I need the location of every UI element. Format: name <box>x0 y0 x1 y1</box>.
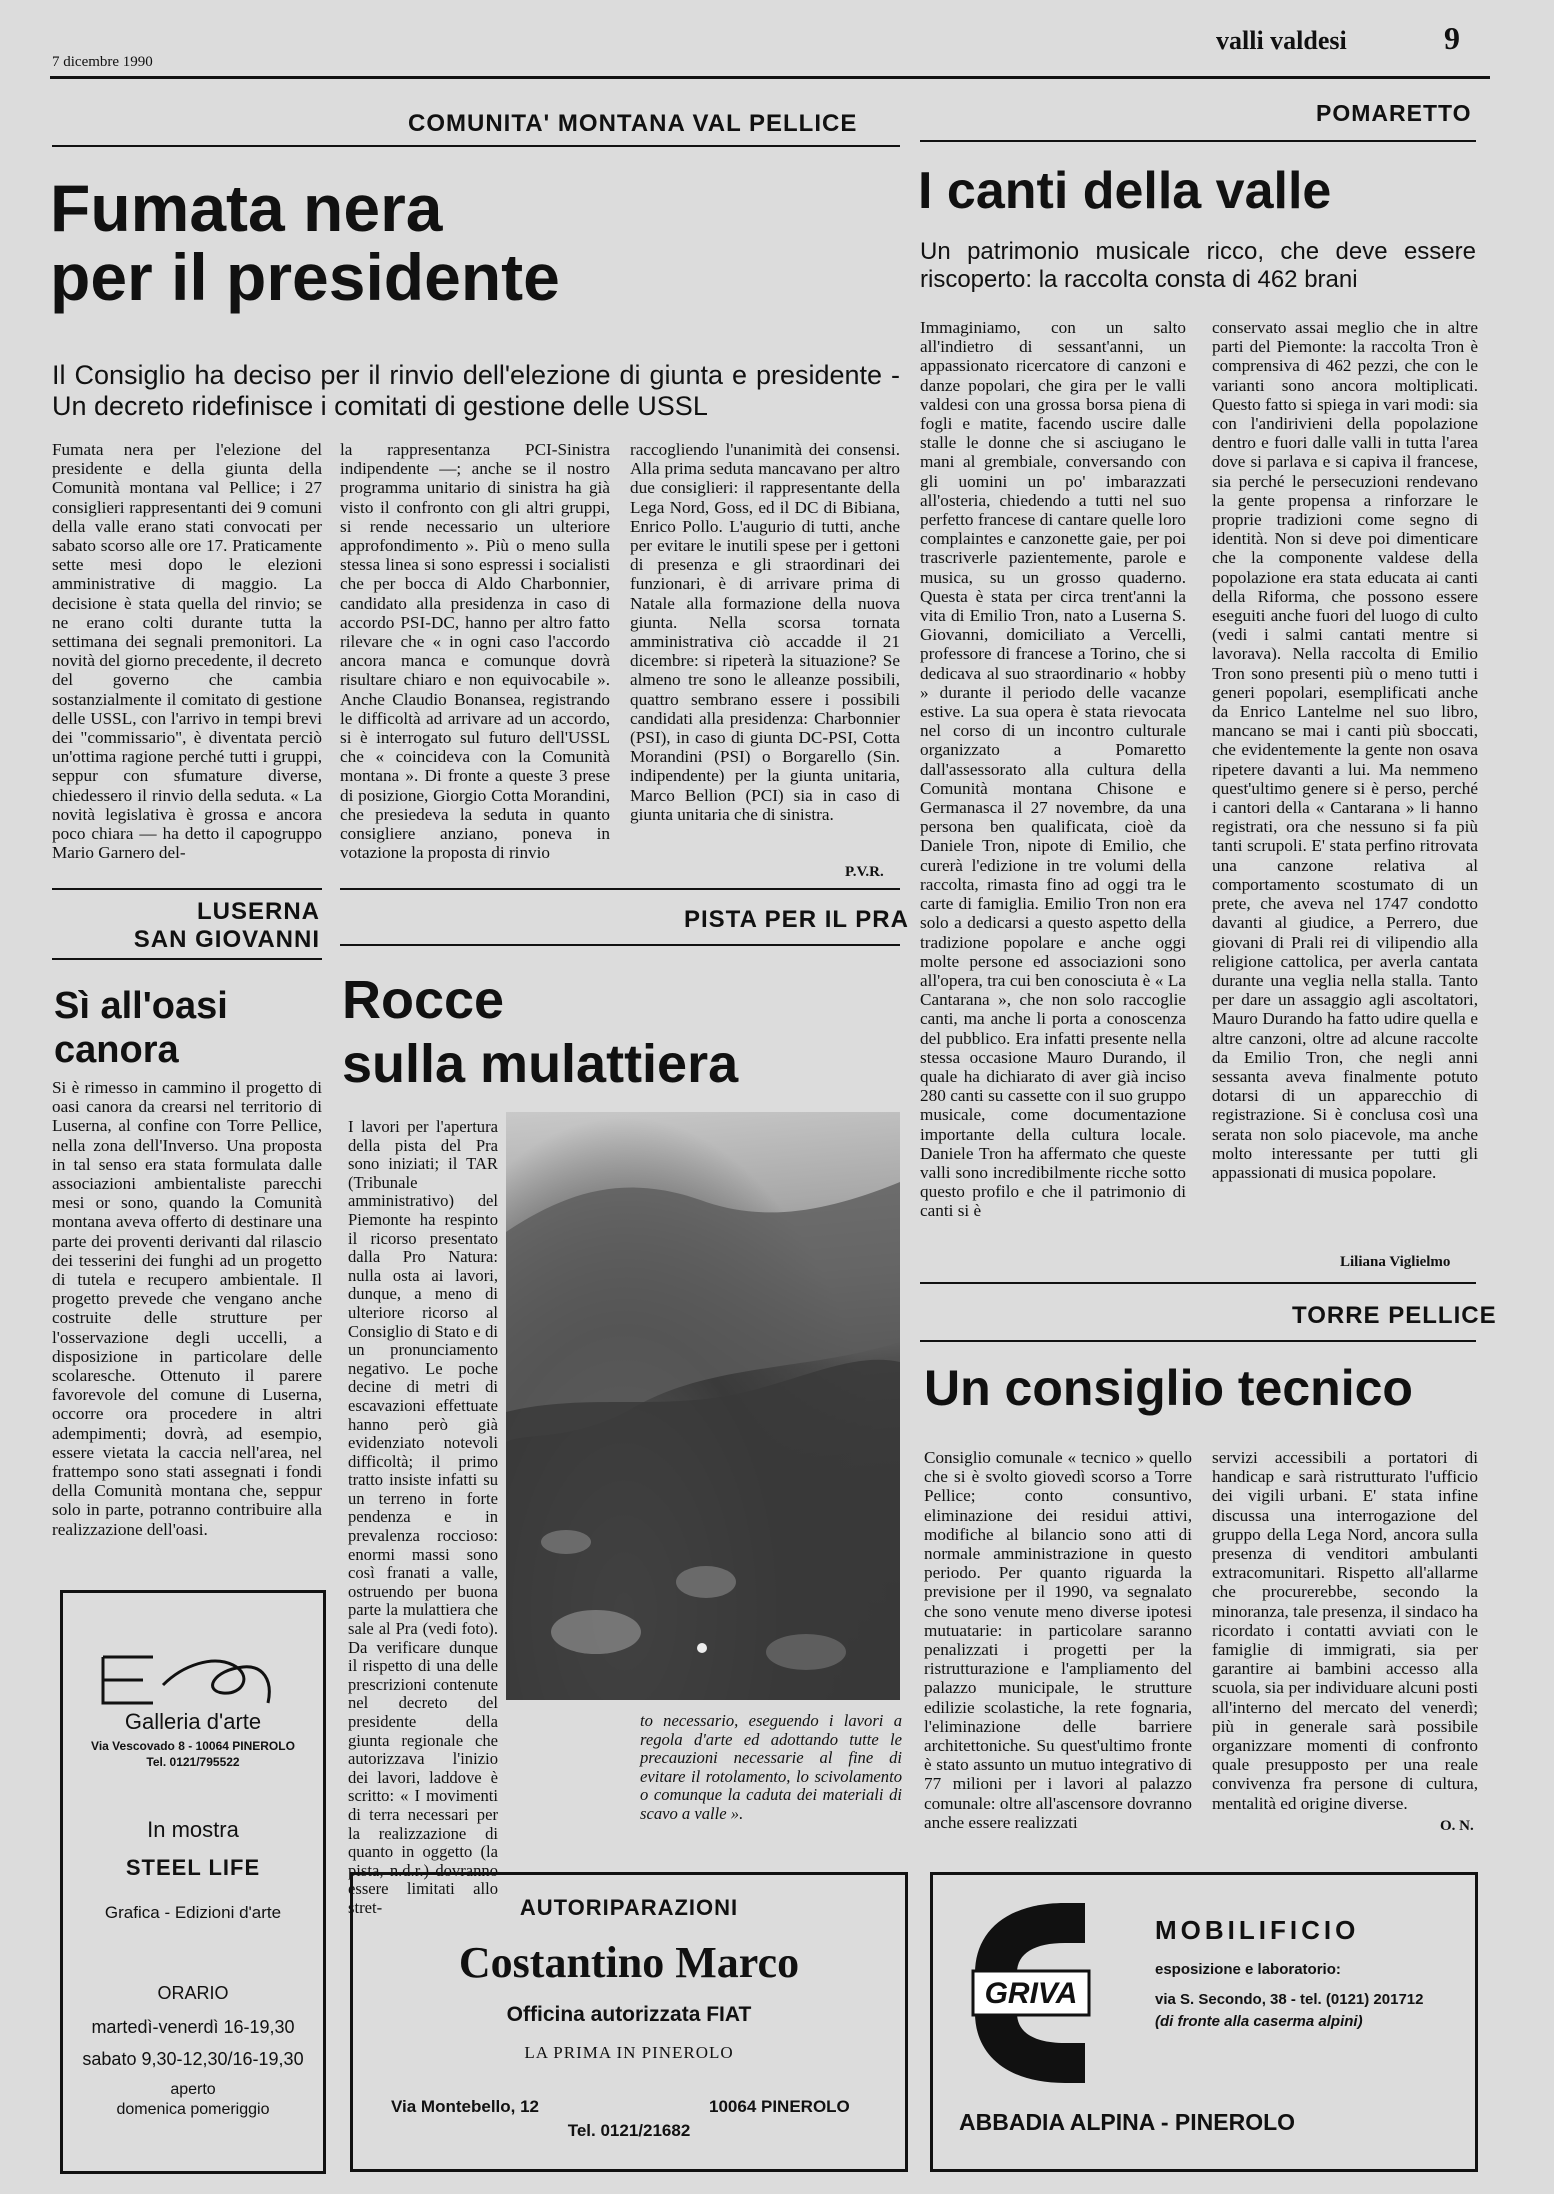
canti-col1: Immaginiamo, con un salto all'indietro di sessant'anni, un appassionato ricercatore di canzoni e danze popolari, che gira per le valli valdesi con una grossa borsa piena di fogli e matite, facendo uscire dalle stalle le donne che si asciugano le mani al grembiale, conversando con gli uomini un po' imbarazzati all'osteria, chiedendo a tutti nel suo perfetto francese di cantare quelle loro complaintes e canzonette gaie, per poi trascriverle pazientemente, parole e musica, su un grosso quaderno. Questa è stata per circa trent'anni la vita di Emilio Tron, nato a Luserna S. Giovanni, domiciliato a Vercelli, professore di francese a Torino, che si dedicava al suo straordinario « hobby » durante il periodo delle vacanze estive. La sua opera è stata rievocata nel corso di un incontro culturale organizzato a Pomaretto dall'assessorato alla cultura della Comunità montana Chisone e Germanasca il 27 novembre, da una persona ben qualificata, cioè da Daniele Tron, nipote di Emilio, che curerà l'edizione in tre volumi della raccolta, rimasta fino ad oggi tra le carte di famiglia. Emilio Tron non era solo a dedicarsi a questo aspetto della tradizione popolare e anche oggi molte persone ed associazioni sono all'opera, tra cui ben conosciuta è « La Cantarana », che non solo raccoglie canti, ma anche li porta a conoscenza del pubblico. Era infatti presente nella stessa occasione Mauro Durando, il quale ha dichiarato di aver già inciso 280 canti su cassette con il suo gruppo musicale, come documentazione importante della cultura locale. Daniele Tron ha affermato che queste valli sono incredibilmente ricche sotto questo profilo e che il patrimonio di canti si è <box>920 318 1186 1221</box>
galleria-logo <box>93 1645 293 1715</box>
galleria-title: STEEL LIFE <box>125 1855 261 1880</box>
consiglio-col1: Consiglio comunale « tecnico » quello che si è svolto giovedì scorso a Torre Pellice; conto consuntivo, eliminazione dei residui attivi, modifiche al bilancio sono atti di normale amministrazione in questo periodo. Per quanto riguarda la previsione per il 1990, va segnalato che sono venute meno diverse ipotesi mutuatarie: in particolare saranno penalizzati i progetti per la ristrutturazione e l'ampliamento del palazzo municipale, le strutture edilizie scolastiche, la rete fognaria, l'eliminazione delle barriere architettoniche. Su quest'ultimo fronte è stato assunto un mutuo integrativo di 77 milioni per i lavori al palazzo comunale: oltre all'ascensore dovranno anche essere realizzati <box>924 1448 1192 1832</box>
page-number: 9 <box>1444 20 1460 56</box>
headline-rocce <box>342 968 738 1096</box>
consiglio-signature: O. N. <box>1440 1818 1474 1834</box>
galleria-address: Via Vescovado 8 - 10064 PINEROLO <box>91 1739 295 1753</box>
costantino-city: 10064 PINEROLO <box>709 2097 850 2116</box>
griva-ad <box>930 1872 1478 2172</box>
costantino-ad <box>350 1872 908 2172</box>
section-torre: TORRE PELLICE <box>1292 1302 1497 1329</box>
costantino-sub: Officina autorizzata FIAT <box>506 2003 752 2026</box>
griva-addr: via S. Secondo, 38 - tel. (0121) 201712 <box>1155 1991 1424 2008</box>
headline-canti: I canti della valle <box>918 162 1332 220</box>
canti-col2: conservato assai meglio che in altre parti del Piemonte: la raccolta Tron è comprensiva di 462 pezzi, che con le varianti sono ancora moltiplicati. Questo fatto si spiega in vari modi: sia con l'andirivieni della popolazione dentro e fuori dalle valli in tutta l'area dove si parlava e si capiva il francese, sia perché le persecuzioni rendevano la gente propensa a rinforzare le proprie tradizioni come segno di identità. Non si deve poi dimenticare che la componente valdese della popolazione era stata educata ai canti della Riforma, che possono essere eseguiti anche fuori del luogo di culto (vedi i salmi cantati mentre si lavorava). Nella raccolta di Emilio Tron sono presenti più o meno tutti i generi popolari, esemplificati anche da Enrico Lantelme nel suo libro, mancano se mai i canti più sboccati, che evidentemente la gente non osava ripetere davanti a lui. Ma nemmeno quest'ultimo genere si è perso, perché i cantori della « Cantarana » li hanno registrati, ora che nessuno si fa più tanti scrupoli. E' stata perfino ritrovata una canzone relativa al comportamento scostumato di un prete, che aveva nel 1747 condotto davanti al giudice, a Perrero, due giovani di Prali rei di vilipendio alla religione cattolica, per averla cantata durante una veglia nella stalla. Tanto per dare un assaggio agli ascoltatori, Mauro Durando ha fatto udire quella e altre canzoni, oltre ad alcune raccolte da Emilio Tron, che negli anni sessanta aveva finalmente potuto dotarsi di un apparecchio di registrazione. Si è conclusa così una serata non solo piacevole, ma anche molto interessante per tutti gli appassionati di musica popolare. <box>1212 318 1478 1182</box>
galleria-hours2: sabato 9,30-12,30/16-19,30 <box>82 2049 304 2069</box>
oasi-top-rule <box>52 888 322 890</box>
paper-name: valli valdesi <box>1216 26 1347 55</box>
headline-fumata-line1: Fumata nera <box>50 171 443 245</box>
headline-oasi-line2: canora <box>54 1029 179 1071</box>
canti-signature: Liliana Viglielmo <box>1340 1254 1451 1270</box>
galleria-orario: ORARIO <box>157 1983 229 2003</box>
consiglio-col2: servizi accessibili a portatori di handicap e sarà ristrutturato l'ufficio dei vigili urbani. E' stata infine discussa una interrogazione del gruppo della Lega Nord, ancora sulla presenza di venditori ambulanti extracomunitari. Rispetto all'allarme che procurerebbe, secondo la minoranza, tale presenza, il sindaco ha ricordato i contatti avviati con le famiglie di immigrati, sia per garantire ai bambini accesso alla scuola, sia per individuare alcuni posti all'interno del mercato del venerdì; più in generale sarà possibile organizzare momenti di confronto quale presupposto per una reale convivenza fra persone di cultura, mentalità ed origine diverse. <box>1212 1448 1478 1813</box>
headline-oasi <box>54 984 228 1072</box>
oasi-section-rule <box>52 958 322 960</box>
costantino-tel: Tel. 0121/21682 <box>567 2121 691 2140</box>
galleria-ad <box>60 1590 326 2174</box>
header-rule <box>50 76 1490 79</box>
galleria-name: Galleria d'arte <box>124 1709 262 1734</box>
photo-rocks <box>506 1112 900 1700</box>
section-comunita: COMUNITA' MONTANA VAL PELLICE <box>408 110 858 137</box>
fumata-signature: P.V.R. <box>845 864 884 880</box>
issue-date: 7 dicembre 1990 <box>52 54 153 70</box>
galleria-sub: Grafica - Edizioni d'arte <box>104 1903 282 1922</box>
griva-name: MOBILIFICIO <box>1155 1915 1360 1945</box>
pista-body-cont: to necessario, eseguendo i lavori a regola d'arte ed adottando tutte le precauzioni necessarie al fine di evitare il rotolamento, lo scivolamento o comunque la caduta dei materiali di scavo a valle ». <box>640 1711 902 1823</box>
torre-section-rule <box>920 1340 1476 1342</box>
section-luserna-line2: SAN GIOVANNI <box>133 926 320 953</box>
costantino-tag: LA PRIMA IN PINEROLO <box>524 2043 734 2062</box>
pista-body: I lavori per l'apertura della pista del Pra sono iniziati; il TAR (Tribunale amministrativo) del Piemonte ha respinto il ricorso presentato dalla Pro Natura: nulla osta ai lavori, dunque, a meno di ulteriore ricorso al Consiglio di Stato e di un pronunciamento negativo. Le poche decine di metri di escavazioni effettuate hanno però già evidenziato notevoli difficoltà; il primo tratto insiste infatti su un terreno in forte pendenza e in prevalenza roccioso: enormi massi sono così franati a valle, ostruendo per buona parte la mulattiera che sale al Pra (vedi foto). Da verificare dunque il rispetto di una delle prescrizioni contenute nel decreto del presidente della giunta regionale che autorizzava l'inizio dei lavori, laddove è scritto: « I movimenti di terra necessari per la realizzazione di quanto in oggetto (la pista, n.d.r.) dovranno essere limitati allo stret- <box>348 1117 498 1917</box>
headline-fumata <box>50 171 560 315</box>
fumata-col2: la rappresentanza PCI-Sinistra indipendente —; anche se il nostro programma unitario di sinistra ha già visto il confronto con gli altri gruppi, si rende necessario un ulteriore approfondimento ». Più o meno sulla stessa linea si sono espressi i socialisti che per bocca di Aldo Charbonnier, candidato alla presidenza in caso di accordo PSI-DC, hanno per altro fatto rilevare che « in ogni caso l'accordo ancora manca e comunque dovrà risultare chiaro e non equivocabile ». Anche Claudio Bonansea, registrando le difficoltà ad arrivare ad un accordo, si è interrogato sul futuro dell'USSL che « coincideva con la Comunità montana ». Di fronte a queste 3 prese di posizione, Giorgio Cotta Morandini, che presiedeva la seduta in quanto consigliere anziano, poneva in votazione la proposta di rinvio <box>340 440 610 863</box>
torre-top-rule <box>920 1282 1476 1284</box>
costantino-name: Costantino Marco <box>458 1938 800 1987</box>
section-luserna <box>52 898 320 954</box>
costantino-top: AUTORIPARAZIONI <box>519 1895 739 1920</box>
galleria-tel: Tel. 0121/795522 <box>146 1755 240 1769</box>
griva-logo-text: GRIVA <box>984 1977 1078 2010</box>
griva-logo <box>955 1893 1105 2093</box>
section-pista: PISTA PER IL PRA <box>684 906 909 933</box>
pista-section-rule <box>340 944 900 946</box>
fumata-col1: Fumata nera per l'elezione del presidente e della giunta della Comunità montana val Pellice; i 27 consiglieri rappresentanti dei 9 comuni della valle erano stati convocati per sabato scorso alle ore 17. Praticamente sette mesi dopo le elezioni amministrative di maggio. La decisione è stata quella del rinvio; se ne erano colti durante tutta la settimana dei segnali premonitori. La novità del giorno precedente, il decreto del governo che cambia sostanzialmente il comitato di gestione delle USSL, con l'arrivo in tempi brevi dei "commissario", è diventata perciò un'ottima ragione perché tutti i gruppi, seppur con sfumature diverse, chiedessero il rinvio della seduta. « La novità legislativa è grossa e ancora poco chiara — ha detto il capogruppo Mario Garnero del- <box>52 440 322 863</box>
griva-desc: esposizione e laboratorio: <box>1155 1961 1341 1978</box>
pista-top-rule <box>340 888 900 890</box>
headline-rocce-line2: sulla mulattiera <box>342 1034 739 1094</box>
galleria-mostra: In mostra <box>147 1817 239 1842</box>
deck-canti: Un patrimonio musicale ricco, che deve essere riscoperto: la raccolta consta di 462 brani <box>920 238 1476 293</box>
section-rule-left <box>52 145 900 147</box>
fumata-col3: raccogliendo l'unanimità dei consensi. Alla prima seduta mancavano per altro due consiglieri: il rappresentante della Lega Nord, Goss, ed il DC di Bibiana, Enrico Pollo. L'augurio di tutti, anche per evitare le inutili spese per i gettoni di presenza e gli straordinari dei funzionari, è di arrivare prima di Natale alla formazione della nuova giunta. Nella scorsa tornata amministrativa ciò accadde il 21 dicembre: si ripeterà la situazione? Se almeno tre sono le alleanze possibili, quattro sembrano essere i possibili candidati alla presidenza: Charbonnier (PSI), in caso di giunta DC-PSI, Cotta Morandini (PSI) o Borgarello (Sin. indipendente) per la giunta unitaria, Marco Bellion (PCI) sia in caso di giunta unitaria che di sinistra. <box>630 440 900 824</box>
oasi-body: Si è rimesso in cammino il progetto di oasi canora da crearsi nel territorio di Luserna, al confine con Torre Pellice, nella zona dell'Inverso. Una proposta in tal senso era stata formulata dalle associazioni ambientaliste parecchi mesi or sono, quando la Comunità montana aveva offerto di destinare una parte dei proventi derivanti dal rilascio dei tesserini dei funghi ad un progetto di tutela e recupero ambientale. Il progetto prevede che vengano anche costruite delle strutture per l'osservazione degli uccelli, a disposizione in particolare delle scolaresche. Ottenuto il parere favorevole del comune di Luserna, occorre ora procedere in altri adempimenti; dovrà, ad esempio, essere vietata la caccia nell'area, nel frattempo sono stati assegnati i fondi della Comunità montana che, seppur solo in parte, potranno contribuire alla realizzazione dell'oasi. <box>52 1078 322 1539</box>
section-pomaretto: POMARETTO <box>1316 100 1472 126</box>
mountain-photo <box>506 1112 900 1700</box>
griva-bottom: ABBADIA ALPINA - PINEROLO <box>959 2109 1296 2135</box>
galleria-hours3: aperto <box>170 2081 216 2098</box>
griva-note: (di fronte alla caserma alpini) <box>1155 2013 1363 2030</box>
headline-rocce-line1: Rocce <box>342 970 505 1030</box>
pomaretto-rule <box>920 140 1476 142</box>
galleria-hours1: martedì-venerdì 16-19,30 <box>91 2017 295 2037</box>
galleria-hours4: domenica pomeriggio <box>116 2101 270 2118</box>
section-luserna-line1: LUSERNA <box>196 898 320 925</box>
headline-consiglio: Un consiglio tecnico <box>924 1360 1413 1416</box>
costantino-addr: Via Montebello, 12 <box>391 2097 540 2116</box>
deck-fumata: Il Consiglio ha deciso per il rinvio dell'elezione di giunta e presidente - Un decreto ridefinisce i comitati di gestione delle USSL <box>52 360 900 421</box>
headline-fumata-line2: per il presidente <box>50 240 560 315</box>
headline-oasi-line1: Sì all'oasi <box>54 985 228 1027</box>
